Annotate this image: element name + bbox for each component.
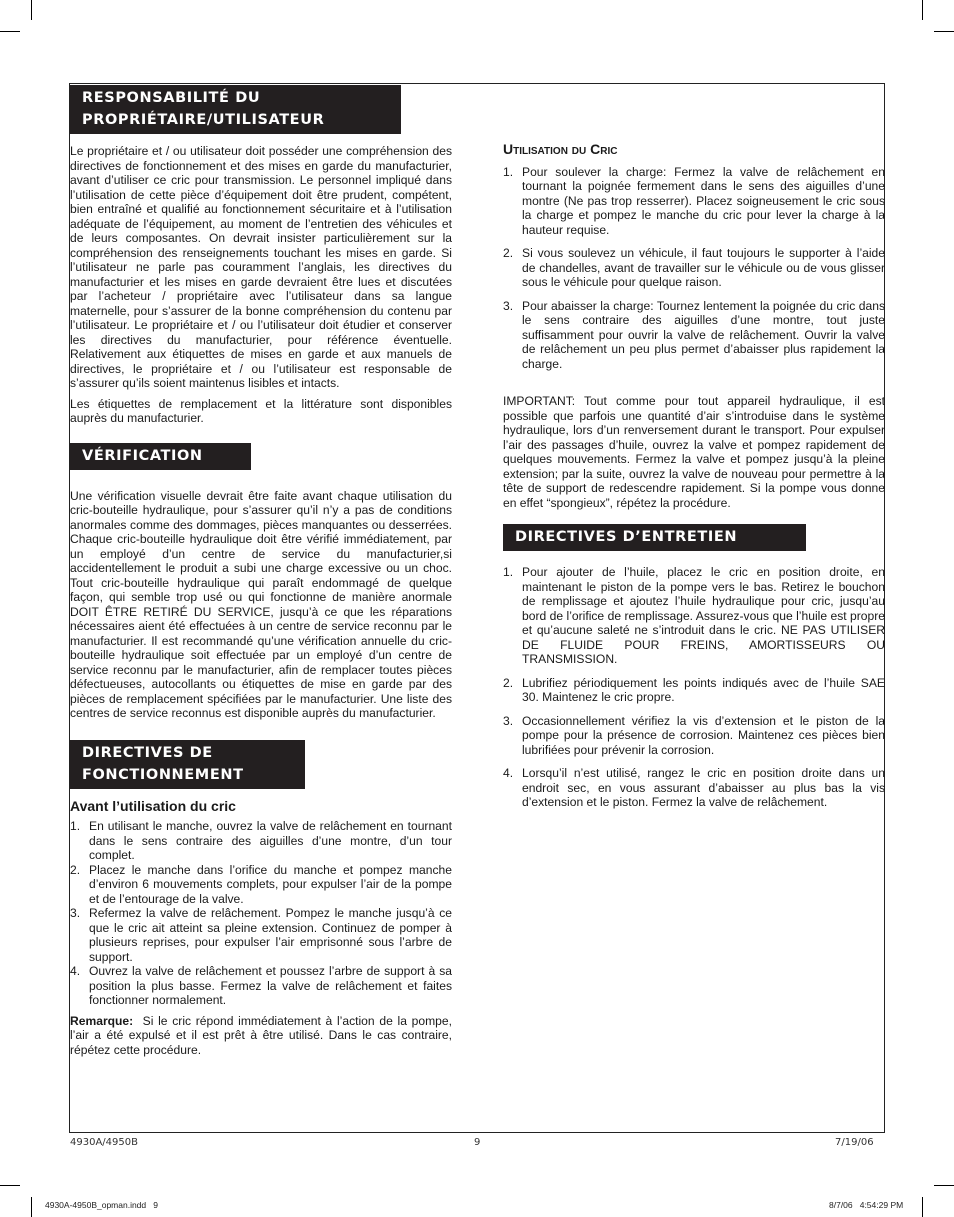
- list-item: 2. Placez le manche dans l’orifice du manche et pompez manche d’environ 6 mouvements complets, pour expulser l’air de la pompe et de l’entourage de la valve.: [70, 862, 452, 906]
- list-item: 2. Si vous soulevez un véhicule, il faut toujours le supporter à l’aide de chandelles, avant de travailler sur le véhicule ou de vous glisser sous le véhicule pour quelque raison.: [503, 246, 885, 289]
- crop-mark: [0, 1185, 20, 1186]
- list-item: 4. Ouvrez la valve de relâchement et poussez l’arbre de support à sa position la plus basse. Fermez la valve de relâchement et faites fonctionner normalement.: [70, 964, 452, 1007]
- before-use-steps: [70, 819, 452, 1008]
- replacement-labels-paragraph: Les étiquettes de remplacement et la littérature sont disponibles auprès du manufacturier.: [70, 396, 452, 425]
- footer-date: 7/19/06: [835, 1137, 874, 1148]
- slug-timestamp: 8/7/06 4:54:29 PM: [829, 1200, 904, 1210]
- crop-mark: [0, 31, 20, 32]
- crop-mark: [922, 1197, 923, 1217]
- list-item: 1. Pour soulever la charge: Fermez la valve de relâchement en tournant la poignée fermement dans le sens des aiguilles d’une montre (Ne pas trop resserrer). Placez soigneusement le cric sous la charge et pompez le manche du cric pour lever la charge à la hauteur requise.: [503, 164, 885, 237]
- owner-responsibility-banner: [70, 85, 401, 134]
- list-item: 1. En utilisant le manche, ouvrez la valve de relâchement en tournant dans le sens contraire des aiguilles d’une montre, d’un tour complet.: [70, 819, 452, 862]
- owner-paragraph: Le propriétaire et / ou utilisateur doit posséder une compréhension des directives de fonctionnement et des mises en garde du manufacturier, avant d’utiliser ce cric pour transmission. Le personnel impliqué dans l’utilisation de cette pièce d’équipement doit être prudent, compétent, bien entraîné et qualifié au fonctionnement sécuritaire et à l’utilisation adéquate de l’équipement, au moment de l’entretien des véhicules et de leurs composantes. On devrait insister particulièrement sur la compréhension des renseignements touchant les mises en garde. Si l’utilisateur ne parle pas couramment l’anglais, les directives du manufacturier et les mises en garde devraient être lues et discutées par l’acheteur / propriétaire avec l’utilisateur dans sa langue maternelle, pour s’assurer de la bonne compréhension du contenu par l’utilisateur. Le propriétaire et / ou l’utilisateur doit étudier et conserver les directives du manufacturier, pour référence éventuelle. Relativement aux étiquettes de mises en garde et aux manuels de directives, le propriétaire et / ou l’utilisateur est responsable de s’assurer qu’ils soient maintenus lisibles et intacts.: [70, 144, 452, 390]
- list-item: 4. Lorsqu’il n’est utilisé, rangez le cric en position droite dans un endroit sec, en vous assurant d’abaisser au plus bas la vis d’extension et le piston. Fermez la valve de relâchement.: [503, 766, 885, 809]
- crop-mark: [31, 0, 32, 20]
- maintenance-banner: [503, 524, 806, 551]
- banner-line: RESPONSABILITÉ DU: [82, 90, 261, 106]
- crop-mark: [922, 0, 923, 20]
- verification-paragraph: Une vérification visuelle devrait être faite avant chaque utilisation du cric-bouteille hydraulique, pour s’assurer qu’il n’y a pas de conditions anormales comme des dommages, pièces manquantes ou desserrées. Chaque cric-bouteille hydraulique doit être vérifié immédiatement, par un employé d’un centre de service du manufacturier,si accidentellement le produit a subi une charge excessive ou un choc. Tout cric-bouteille hydraulique qui paraît endommagé de quelque façon, qui semble trop usé ou qui fonctionne de manière anormale DOIT ÊTRE RETIRÉ DU SERVICE, jusqu’à ce que les réparations nécessaires aient été effectuées à un centre de service reconnu par le manufacturier. Il est recommandé qu’une vérification annuelle du cric-bouteille hydraulique soit effectuée par un employé d’un centre de service reconnu par le manufacturier, afin de remplacer toutes pièces défectueuses, autocollants ou étiquettes de mise en garde par des pièces de remplacement spécifiées par le manufacturier. Une liste des centres de service reconnus est disponible auprès du manufacturier.: [70, 488, 452, 720]
- banner-line: DIRECTIVES D’ENTRETIEN: [515, 529, 738, 545]
- crop-mark: [31, 1197, 32, 1217]
- list-item: 2. Lubrifiez périodiquement les points indiqués avec de l’huile SAE 30. Maintenez le cric propre.: [503, 675, 885, 704]
- maintenance-steps: [503, 565, 885, 810]
- remark-text: Si le cric répond immédiatement à l’action de la pompe, l’air a été expulsé et il est prêt à être utilisé. Dans le cas contraire, répétez cette procédure.: [70, 1013, 452, 1057]
- list-item: 3. Refermez la valve de relâchement. Pompez le manche jusqu’à ce que le cric ait atteint sa pleine extension. Continuez de pomper à plusieurs reprises, pour expulser l’air emprisonné sous l’arbre de support.: [70, 906, 452, 964]
- operating-instructions-banner: [70, 740, 305, 789]
- footer-model-number: 4930A/4950B: [70, 1137, 138, 1148]
- verification-banner: [70, 443, 251, 470]
- list-item: 3. Occasionnellement vérifiez la vis d’extension et le piston de la pompe pour la présence de corrosion. Maintenez ces pièces bien lubrifiées pour prévenir la corrosion.: [503, 713, 885, 757]
- crop-mark: [934, 1185, 954, 1186]
- before-use-heading: Avant l’utilisation du cric: [70, 797, 236, 814]
- jack-use-heading: Utilisation du Cric: [503, 141, 618, 157]
- banner-line: PROPRIÉTAIRE/UTILISATEUR: [82, 112, 325, 128]
- remark-label: Remarque:: [70, 1013, 134, 1028]
- remark-note: [70, 1014, 452, 1058]
- slug-filename: 4930A-4950B_opman.indd 9: [45, 1200, 158, 1210]
- list-item: 1. Pour ajouter de l’huile, placez le cric en position droite, en maintenant le piston de la pompe vers le bas. Retirez le bouchon de remplissage et ajoutez l’huile hydraulique pour cric, jusqu’au bord de l’orifice de remplissage. Assurez-vous que l’huile est propre et qu’aucune saleté ne s’introduit dans le cric. NE PAS UTILISER DE FLUIDE POUR FREINS, AMORTISSEURS OU TRANSMISSION.: [503, 565, 885, 666]
- crop-mark: [934, 31, 954, 32]
- banner-line: FONCTIONNEMENT: [82, 766, 244, 783]
- banner-line: VÉRIFICATION: [82, 447, 203, 464]
- left-column: [70, 85, 452, 1057]
- footer-page-number: 9: [474, 1137, 481, 1148]
- jack-use-steps: [503, 165, 885, 372]
- list-item: 3. Pour abaisser la charge: Tournez lentement la poignée du cric dans le sens contraire des aiguilles d’une montre, tout juste suffisamment pour ouvrir la valve de relâchement. Ouvrir la valve de relâchement un peu plus permet d’abaisser plus rapidement la charge.: [503, 298, 885, 371]
- important-note: IMPORTANT: Tout comme pour tout appareil hydraulique, il est possible que parfois une quantité d’air s’introduise dans le système hydraulique, lors d’un renversement durant le transport. Pour expulser l’air des passages d’huile, ouvrez la valve et pompez rapidement de quelques mouvements. Fermez la valve et pompez jusqu’à la pleine extension; par la suite, ouvrez la valve de nouveau pour permettre à la tête de support de redescendre rapidement. Si la pompe vous donne en effet “spongieux”, répétez la procédure.: [503, 394, 885, 510]
- banner-line: DIRECTIVES DE: [82, 744, 213, 761]
- right-column: [503, 140, 885, 819]
